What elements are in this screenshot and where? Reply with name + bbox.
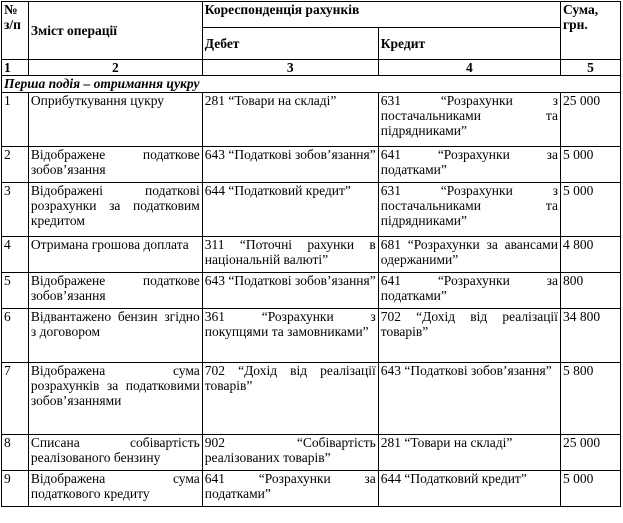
row-number: 2	[2, 147, 29, 183]
column-number: 1	[2, 60, 29, 76]
amount: 5 000	[560, 183, 620, 237]
credit-account: 702 “Дохід від реалізації товарів”	[378, 309, 560, 363]
debit-account: 902 “Собівартість реалізованих товарів”	[202, 435, 378, 471]
debit-account: 643 “Податкові зобов’язання”	[202, 273, 378, 309]
row-number: 7	[2, 363, 29, 435]
row-number: 6	[2, 309, 29, 363]
operation-content: Отримана грошова доплата	[28, 237, 202, 273]
table-row	[2, 471, 621, 507]
column-number: 5	[560, 60, 620, 76]
amount: 5 000	[560, 147, 620, 183]
credit-account: 641 “Розрахунки за податками”	[378, 273, 560, 309]
row-number: 1	[2, 93, 29, 147]
row-number: 3	[2, 183, 29, 237]
debit-account: 311 “Поточні рахунки в національній валюті”	[202, 237, 378, 273]
operation-content: Відображені податкові розрахунки за податковим кредитом	[28, 183, 202, 237]
credit-account: 644 “Податковий кредит”	[378, 471, 560, 507]
debit-account: 361 “Розрахунки з покупцями та замовниками”	[202, 309, 378, 363]
row-number: 9	[2, 471, 29, 507]
table-row	[2, 309, 621, 363]
table-row	[2, 147, 621, 183]
amount: 4 800	[560, 237, 620, 273]
operation-content: Відображена сума податкового кредиту	[28, 471, 202, 507]
header-sum: Сума, грн.	[560, 2, 620, 60]
table-row	[2, 183, 621, 237]
amount: 25 000	[560, 93, 620, 147]
credit-account: 631 “Розрахунки з постачальниками та підрядниками”	[378, 183, 560, 237]
column-number: 2	[28, 60, 202, 76]
amount: 5 800	[560, 363, 620, 435]
amount: 5 000	[560, 471, 620, 507]
amount: 800	[560, 273, 620, 309]
operation-content: Відображена сума розрахунків за податковими зобов’язаннями	[28, 363, 202, 435]
row-number: 8	[2, 435, 29, 471]
debit-account: 643 “Податкові зобов’язання”	[202, 147, 378, 183]
operation-content: Відображене податкове зобов’язання	[28, 147, 202, 183]
section-title: Перша подія – отримання цукру	[2, 76, 621, 93]
operation-content: Відвантажено бензин згідно з договором	[28, 309, 202, 363]
header-row-top	[2, 2, 621, 28]
credit-account: 281 “Товари на складі”	[378, 435, 560, 471]
debit-account: 644 “Податковий кредит”	[202, 183, 378, 237]
header-credit: Кредит	[378, 28, 560, 60]
column-number: 4	[378, 60, 560, 76]
credit-account: 641 “Розрахунки за податками”	[378, 147, 560, 183]
credit-account: 643 “Податкові зобов’язання”	[378, 363, 560, 435]
header-correspondence: Кореспонденція рахунків	[202, 2, 560, 28]
operation-content: Списана собівартість реалізованого бензину	[28, 435, 202, 471]
amount: 25 000	[560, 435, 620, 471]
table-row	[2, 273, 621, 309]
operation-content: Відображене податкове зобов’язання	[28, 273, 202, 309]
header-content: Зміст операції	[28, 2, 202, 60]
table-row	[2, 93, 621, 147]
credit-account: 681 “Розрахунки за авансами одержаними”	[378, 237, 560, 273]
header-debit: Дебет	[202, 28, 378, 60]
debit-account: 281 “Товари на складі”	[202, 93, 378, 147]
operation-content: Оприбуткування цукру	[28, 93, 202, 147]
table-row	[2, 237, 621, 273]
debit-account: 702 “Дохід від реалізації товарів”	[202, 363, 378, 435]
column-number: 3	[202, 60, 378, 76]
row-number: 4	[2, 237, 29, 273]
accounting-entries-table	[1, 1, 621, 507]
debit-account: 641 “Розрахунки за податками”	[202, 471, 378, 507]
credit-account: 631 “Розрахунки з постачальниками та підрядниками”	[378, 93, 560, 147]
table-row	[2, 363, 621, 435]
table-row	[2, 435, 621, 471]
amount: 34 800	[560, 309, 620, 363]
row-number: 5	[2, 273, 29, 309]
column-number-row	[2, 60, 621, 76]
section-row	[2, 76, 621, 93]
header-num: № з/п	[2, 2, 29, 60]
